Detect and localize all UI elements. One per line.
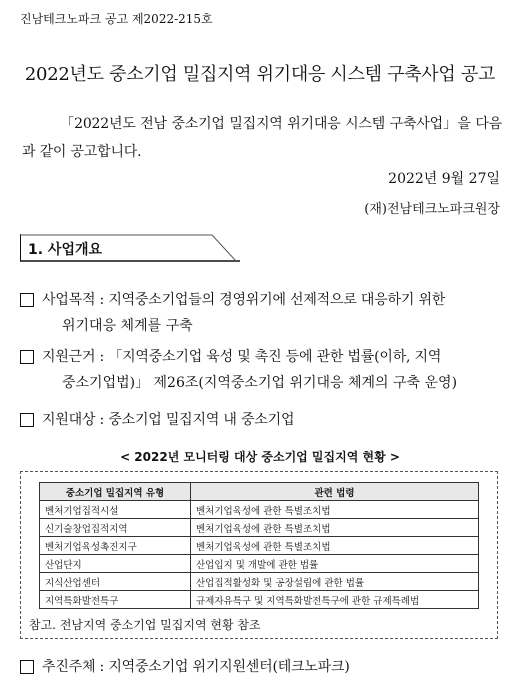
checkbox-icon <box>20 660 34 674</box>
table-caption: < 2022년 모니터링 대상 중소기업 밀집지역 현황 > <box>120 450 400 464</box>
checkbox-icon <box>20 350 34 364</box>
table-box <box>20 471 498 639</box>
table-cell: 지역특화발전특구 <box>40 591 191 609</box>
table-header-type: 중소기업 밀집지역 유형 <box>40 483 191 501</box>
table-cell: 산업입지 및 개발에 관한 법률 <box>191 555 479 573</box>
table-header-row <box>40 483 479 501</box>
item-text-cont: 중소기업법)」 제26조(지역중소기업 위기대응 체계의 구축 운영) <box>62 375 458 391</box>
notice-date: 2022년 9월 27일 <box>388 171 500 187</box>
list-item <box>20 407 502 433</box>
table-cell: 벤처기업육성에 관한 특별조치법 <box>191 501 479 519</box>
table-row <box>40 519 479 537</box>
item-text: 지원대상 : 중소기업 밀집지역 내 중소기업 <box>42 412 295 428</box>
item-text: 지원근거 : 「지역중소기업 육성 및 촉진 등에 관한 법률(이하, 지역 <box>42 349 442 365</box>
table-row <box>40 555 479 573</box>
item-text-cont: 위기대응 체계를 구축 <box>62 318 193 334</box>
item-text: 추진주체 : 지역중소기업 위기지원센터(테크노파크) <box>42 659 350 675</box>
table-row <box>40 501 479 519</box>
table-cell: 규제자유특구 및 지역특화발전특구에 관한 규제특례법 <box>191 591 479 609</box>
checkbox-icon <box>20 293 34 307</box>
table-cell: 지식산업센터 <box>40 573 191 591</box>
notice-number: 진남테크노파크 공고 제2022-215호 <box>20 12 213 26</box>
list-item <box>20 344 502 396</box>
table-row <box>40 591 479 609</box>
issuer: (재)전남테크노파크원장 <box>364 202 500 217</box>
table-header-law: 관련 법령 <box>191 483 479 501</box>
table-cell: 산업단지 <box>40 555 191 573</box>
section-heading-label: 1. 사업개요 <box>28 242 103 258</box>
item-text: 사업목적 : 지역중소기업들의 경영위기에 선제적으로 대응하기 위한 <box>42 292 446 308</box>
table-row <box>40 537 479 555</box>
table-row <box>40 573 479 591</box>
table-note: 참고. 전남지역 중소기업 밀집지역 현황 참조 <box>29 618 261 632</box>
intro-paragraph: 「2022년도 전남 중소기업 밀집지역 위기대응 시스템 구축사업」을 다음과 같이 공고합니다. <box>22 116 502 160</box>
list-item <box>20 654 502 680</box>
table-cell: 벤처기업집적시설 <box>40 501 191 519</box>
table-cell: 벤처기업육성촉진지구 <box>40 537 191 555</box>
table-cell: 산업집적활성화 및 공장설립에 관한 법률 <box>191 573 479 591</box>
table-cell: 벤처기업육성에 관한 특별조치법 <box>191 537 479 555</box>
list-item <box>20 287 502 339</box>
table-cell: 신기술창업집적지역 <box>40 519 191 537</box>
checkbox-icon <box>20 413 34 427</box>
section-heading <box>20 234 240 262</box>
table-cell: 벤처기업육성에 관한 특별조치법 <box>191 519 479 537</box>
document-title: 2022년도 중소기업 밀집지역 위기대응 시스템 구축사업 공고 <box>24 64 496 85</box>
region-table <box>39 482 479 609</box>
